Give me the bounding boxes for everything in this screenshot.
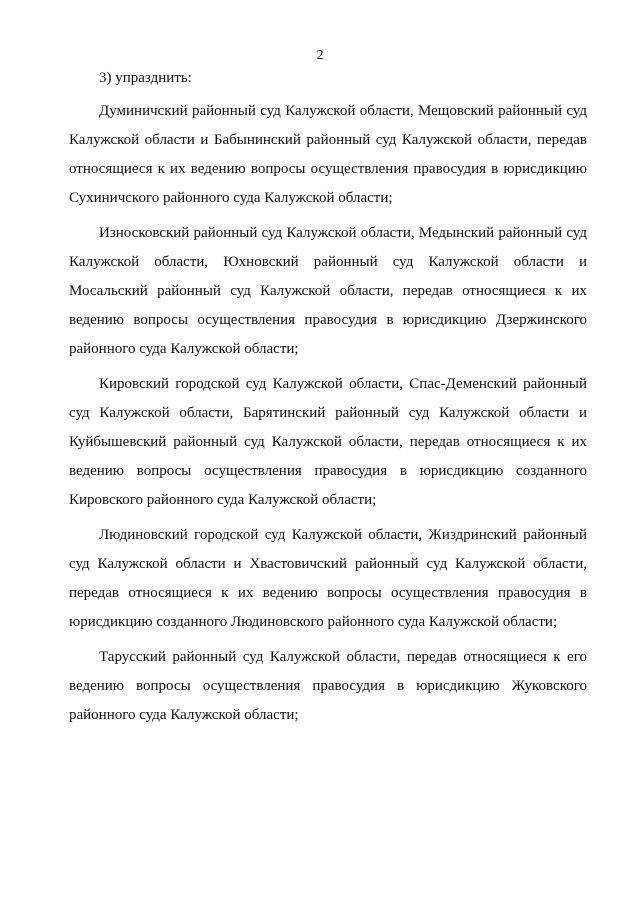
paragraph-lyudinovo: Людиновский городской суд Калужской области, Жиздринский районный суд Калужской области и Хвастовичский районный суд Калужской области, передав относящиеся к их ведению вопросы осуществления правосудия в юрисдикцию созданного Людиновского районного суда Калужской области; (69, 527, 587, 630)
page-number: 2 (316, 48, 324, 63)
paragraph-sukhinichi: Думиничский районный суд Калужской области, Мещовский районный суд Калужской области и Бабынинский районный суд Калужской области, передав относящиеся к их ведению вопросы осуществления правосудия в юрисдикцию Сухиничского районного суда Калужской области; (69, 103, 587, 206)
list-intro-paragraph: 3) упразднить: (99, 70, 192, 86)
paragraph-dzerzhinsk: Износковский районный суд Калужской области, Медынский районный суд Калужской области, Юхновский районный суд Калужской области и Мосальский районный суд Калужской области, передав относящиеся к их ведению вопросы осуществления правосудия в юрисдикцию Дзержинского районного суда Калужской области; (69, 225, 587, 357)
document-body (69, 64, 587, 736)
paragraph-zhukov: Тарусский районный суд Калужской области, передав относящиеся к его ведению вопросы осуществления правосудия в юрисдикцию Жуковского районного суда Калужской области; (69, 649, 587, 723)
paragraph-kirov: Кировский городской суд Калужской области, Спас-Деменский районный суд Калужской области, Барятинский районный суд Калужской области и Куйбышевский районный суд Калужской области, передав относящиеся к их ведению вопросы осуществления правосудия в юрисдикцию созданного Кировского районного суда Калужской области; (69, 376, 587, 508)
